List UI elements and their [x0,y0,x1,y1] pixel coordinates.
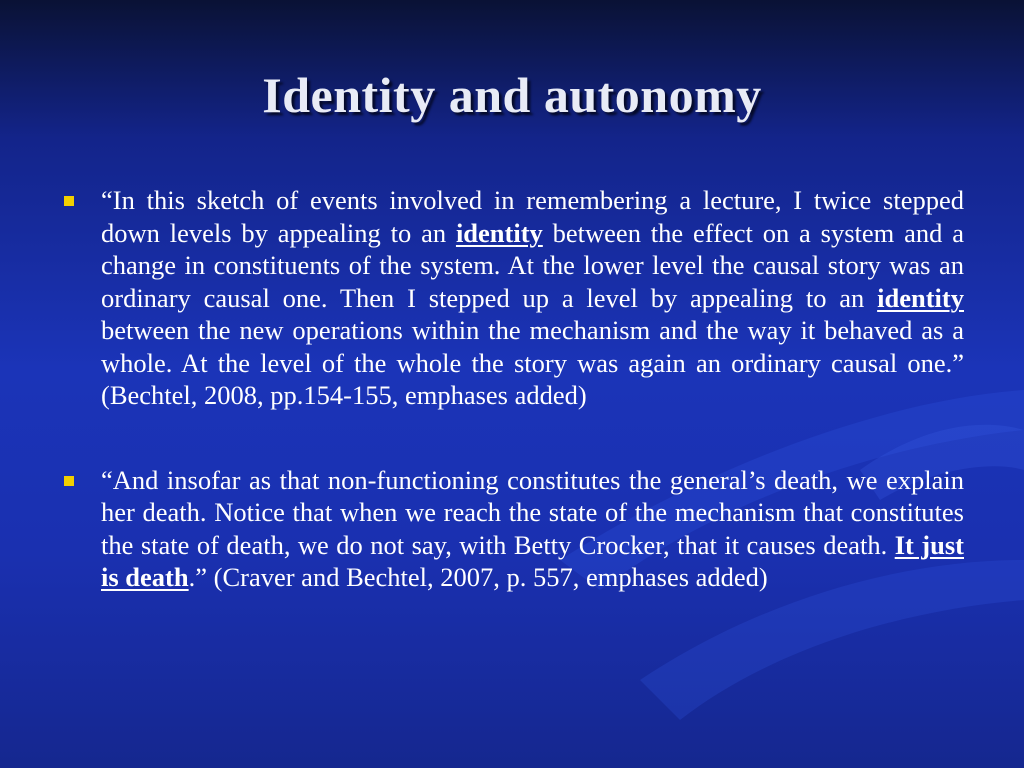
emphasis-it-just-is-death: It just is death [101,529,964,592]
bullet-item-craver-quote [62,464,964,594]
square-bullet-icon [64,196,74,206]
square-bullet-icon [64,476,74,486]
quote-text: “In this sketch of events involved in remembering a lecture, I twice stepped down levels by appealing to an [101,185,964,248]
bullet-text [101,464,964,594]
bullet-list [62,184,964,646]
emphasis-identity: identity [877,282,964,313]
quote-text: between the new operations within the mechanism and the way it behaved as a whole. At the level of the whole the story was again an ordinary causal one.” (Bechtel, 2008, pp.154-155, emphases added) [101,315,964,410]
bullet-item-bechtel-quote [62,184,964,412]
emphasis-identity: identity [455,217,543,248]
slide-title: Identity and autonomy [262,67,762,123]
quote-text: .” (Craver and Bechtel, 2007, p. 557, emphases added) [188,562,768,592]
quote-text: “And insofar as that non-functioning constitutes the general’s death, we explain her death. Notice that when we reach the state of the mechanism that constitutes the state of death, we do not say, with Betty Crocker, that it causes death. [101,464,964,560]
quote-text: between the effect on a system and a change in constituents of the system. At the lower level the causal story was an ordinary causal one. Then I stepped up a level by appealing to an [101,217,964,313]
bullet-text [101,184,964,412]
